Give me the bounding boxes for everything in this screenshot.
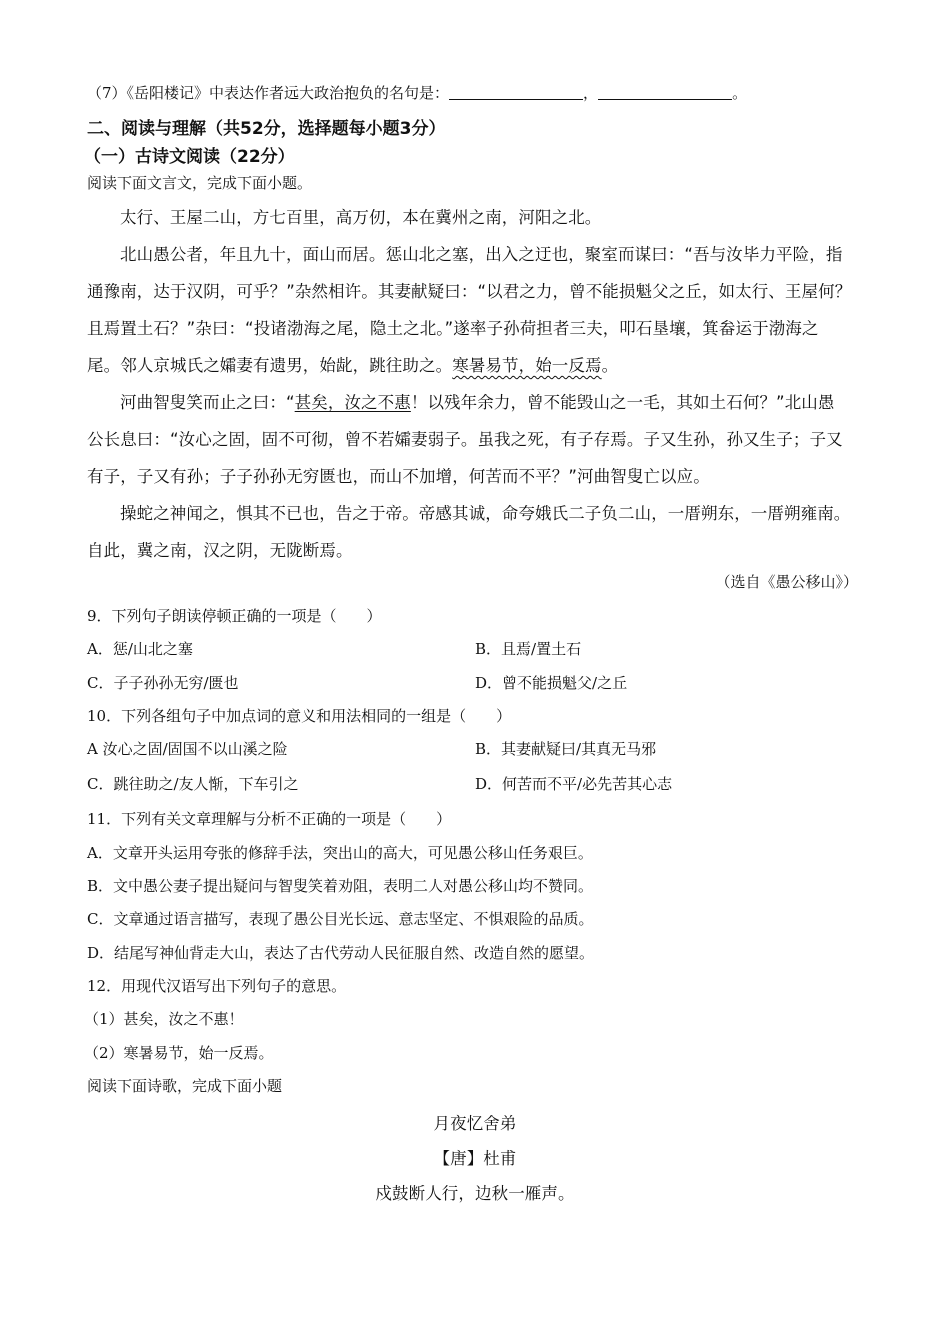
q7-blank-1[interactable] — [449, 85, 583, 100]
q12-stem: 12．用现代汉语写出下列句子的意思。 — [87, 977, 347, 995]
q9-stem: 9．下列句子朗读停顿正确的一项是（ ） — [87, 607, 382, 625]
passage-p3-line2: 公长息曰：“汝心之固，固不可彻，曾不若孀妻弱子。虽我之死，有子存焉。子又生孙，孙又生子；子又 — [87, 430, 843, 449]
poem-author: 【唐】杜甫 — [433, 1149, 517, 1168]
passage-p3-line1 — [120, 389, 835, 413]
instruction-classical: 阅读下面文言文，完成下面小题。 — [87, 174, 313, 192]
q11-option-a[interactable]: A．文章开头运用夸张的修辞手法，突出山的高大，可见愚公移山任务艰巨。 — [87, 844, 593, 862]
q11-option-b[interactable]: B．文中愚公妻子提出疑问与智叟笑着劝阻，表明二人对愚公移山均不赞同。 — [87, 877, 594, 895]
instruction-poem: 阅读下面诗歌，完成下面小题 — [87, 1077, 283, 1095]
q9-option-d[interactable]: D．曾不能损魁父/之丘 — [475, 674, 628, 692]
q7-end: 。 — [732, 84, 748, 102]
passage-p3-line1-rest: ！以残年余力，曾不能毁山之一毛，其如土石何？”北山愚 — [410, 393, 835, 412]
passage-p2-line3: 且焉置土石？”杂曰：“投诸渤海之尾，隐土之北。”遂率子孙荷担者三夫，叩石垦壤，箕畚运于渤海之 — [87, 319, 819, 338]
passage-source: （选自《愚公移山》） — [715, 573, 858, 591]
underlined-sentence: 甚矣，汝之不惠 — [294, 393, 411, 412]
passage-p2-line4-text: 尾。邻人京城氏之孀妻有遗男，始龀，跳往助之。 — [87, 356, 453, 375]
q11-option-c[interactable]: C．文章通过语言描写，表现了愚公目光长远、意志坚定、不惧艰险的品质。 — [87, 910, 594, 928]
q10-option-a[interactable]: A 汝心之固/固国不以山溪之险 — [87, 740, 288, 758]
passage-p3-line1-start: 河曲智叟笑而止之曰：“ — [120, 393, 295, 412]
q7-separator: ， — [583, 84, 599, 102]
passage-p2-line1: 北山愚公者，年且九十，面山而居。惩山北之塞，出入之迂也，聚室而谋曰：“吾与汝毕力平险，指 — [120, 245, 843, 264]
passage-p2-line4 — [87, 352, 618, 376]
passage-p2-line4-end: 。 — [601, 356, 619, 375]
passage-p4-line2: 自此，冀之南，汉之阴，无陇断焉。 — [87, 541, 353, 560]
q10-option-c[interactable]: C．跳往助之/友人惭，下车引之 — [87, 775, 299, 793]
q11-option-d[interactable]: D．结尾写神仙背走大山，表达了古代劳动人民征服自然、改造自然的愿望。 — [87, 944, 595, 962]
q10-option-d[interactable]: D．何苦而不平/必先苦其心志 — [475, 775, 673, 793]
q11-stem: 11．下列有关文章理解与分析不正确的一项是（ ） — [87, 810, 452, 828]
q12-sentence-2: （2）寒暑易节，始一反焉。 — [84, 1044, 274, 1062]
q9-option-c[interactable]: C．子子孙孙无穷/匮也 — [87, 674, 239, 692]
q9-option-a[interactable]: A．惩/山北之塞 — [87, 640, 193, 658]
q7-text: （7）《岳阳楼记》中表达作者远大政治抱负的名句是： — [87, 84, 450, 102]
section-2-title: 二、阅读与理解（共52分，选择题每小题3分） — [87, 119, 446, 139]
q7-blank-2[interactable] — [598, 85, 732, 100]
poem-line-1: 戍鼓断人行，边秋一雁声。 — [375, 1184, 575, 1203]
passage-p4-line1: 操蛇之神闻之，惧其不已也，告之于帝。帝感其诚，命夸娥氏二子负二山，一厝朔东，一厝朔雍南。 — [120, 504, 851, 523]
question-7 — [87, 82, 747, 103]
q12-sentence-1: （1）甚矣，汝之不惠！ — [84, 1010, 244, 1028]
q10-stem: 10．下列各组句子中加点词的意义和用法相同的一组是（ ） — [87, 707, 512, 725]
passage-p1: 太行、王屋二山，方七百里，高万仞，本在冀州之南，河阳之北。 — [120, 208, 602, 227]
q9-option-b[interactable]: B．且焉/置土石 — [475, 640, 582, 658]
wavy-underlined-sentence: 寒暑易节，始一反焉 — [452, 356, 602, 375]
poem-title: 月夜忆舍弟 — [433, 1114, 517, 1133]
q10-option-b[interactable]: B．其妻献疑曰/其真无马邪 — [475, 740, 657, 758]
subsection-1-title: （一）古诗文阅读（22分） — [84, 147, 295, 167]
passage-p2-line2: 通豫南，达于汉阴，可乎？”杂然相许。其妻献疑曰：“以君之力，曾不能损魁父之丘，如太行、王屋何？ — [87, 282, 852, 301]
passage-p3-line3: 有子，子又有孙；子子孙孙无穷匮也，而山不加增，何苦而不平？”河曲智叟亡以应。 — [87, 467, 710, 486]
